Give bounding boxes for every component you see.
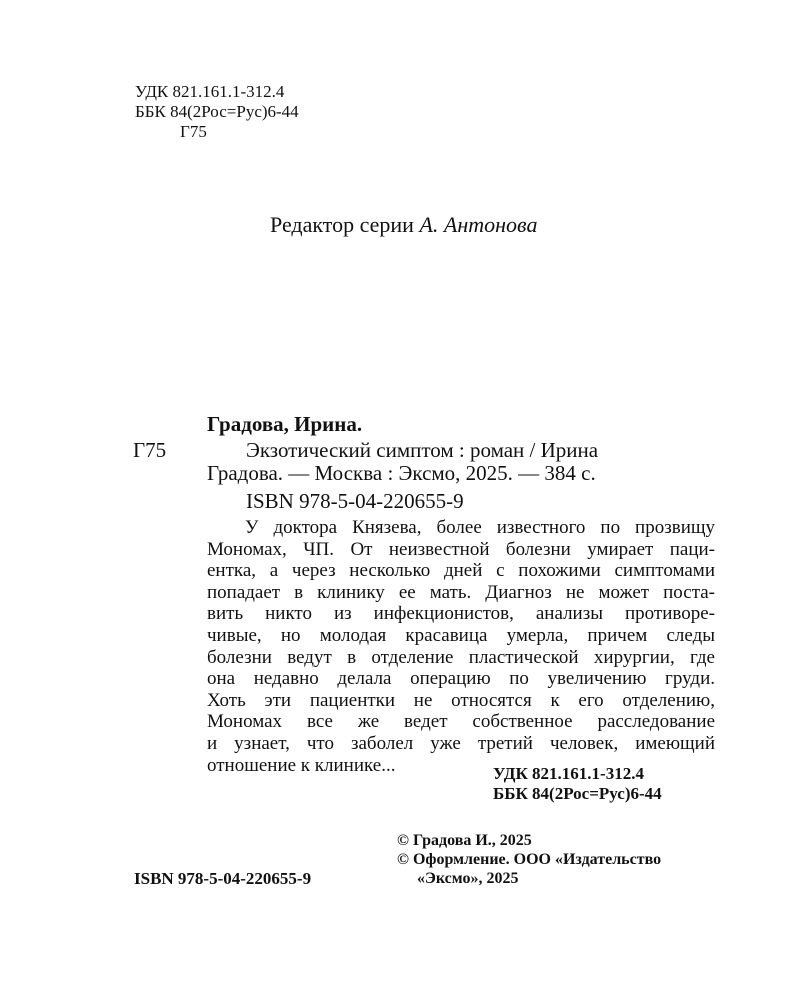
author-heading: Градова, Ирина.	[207, 412, 363, 436]
series-editor-name: А. Антонова	[419, 212, 538, 237]
title-line-2: Градова. — Москва : Эксмо, 2025. — 384 с.	[207, 461, 596, 485]
entry-isbn: ISBN 978-5-04-220655-9	[246, 489, 464, 513]
footer-isbn: ISBN 978-5-04-220655-9	[134, 869, 312, 888]
author-mark: Г75	[180, 122, 207, 141]
bottom-bbk-code: ББК 84(2Рос=Рус)6-44	[493, 784, 662, 803]
udk-code: УДК 821.161.1-312.4	[135, 82, 285, 101]
bbk-code: ББК 84(2Рос=Рус)6-44	[135, 102, 299, 121]
series-editor-label: Редактор серии	[270, 212, 420, 237]
entry-author-mark: Г75	[133, 438, 167, 462]
copyright-design-line-1: © Оформление. ООО «Издательство	[397, 851, 662, 868]
series-editor	[270, 212, 537, 238]
annotation-line: болезни ведут в отделение пластической хирургии, где	[207, 646, 715, 668]
copyright-design-line-2: «Эксмо», 2025	[417, 870, 519, 887]
annotation-line: попадает в клинику ее мать. Диагноз не может поста-	[207, 581, 715, 603]
annotation-line: ентка, а через несколько дней с похожими симптомами	[207, 560, 715, 582]
annotation-line: и узнает, что заболел уже третий человек, имеющий	[207, 732, 715, 754]
title-line-1: Экзотический симптом : роман / Ирина	[246, 438, 599, 462]
copyright-author: © Градова И., 2025	[397, 832, 532, 849]
annotation-line: чивые, но молодая красавица умерла, причем следы	[207, 624, 715, 646]
annotation	[207, 517, 715, 776]
annotation-line: вить никто из инфекционистов, анализы противоре-	[207, 603, 715, 625]
annotation-line: Хоть эти пациентки не относятся к его отделению,	[207, 689, 715, 711]
annotation-line: У доктора Князева, более известного по прозвищу	[245, 517, 715, 538]
bottom-udk-code: УДК 821.161.1-312.4	[493, 764, 644, 783]
annotation-line: Мономах, ЧП. От неизвестной болезни умирает паци-	[207, 538, 715, 560]
annotation-line: Мономах все же ведет собственное расследование	[207, 711, 715, 733]
annotation-line: она недавно делала операцию по увеличению груди.	[207, 668, 715, 690]
annotation-line: отношение к клинике...	[207, 754, 396, 776]
